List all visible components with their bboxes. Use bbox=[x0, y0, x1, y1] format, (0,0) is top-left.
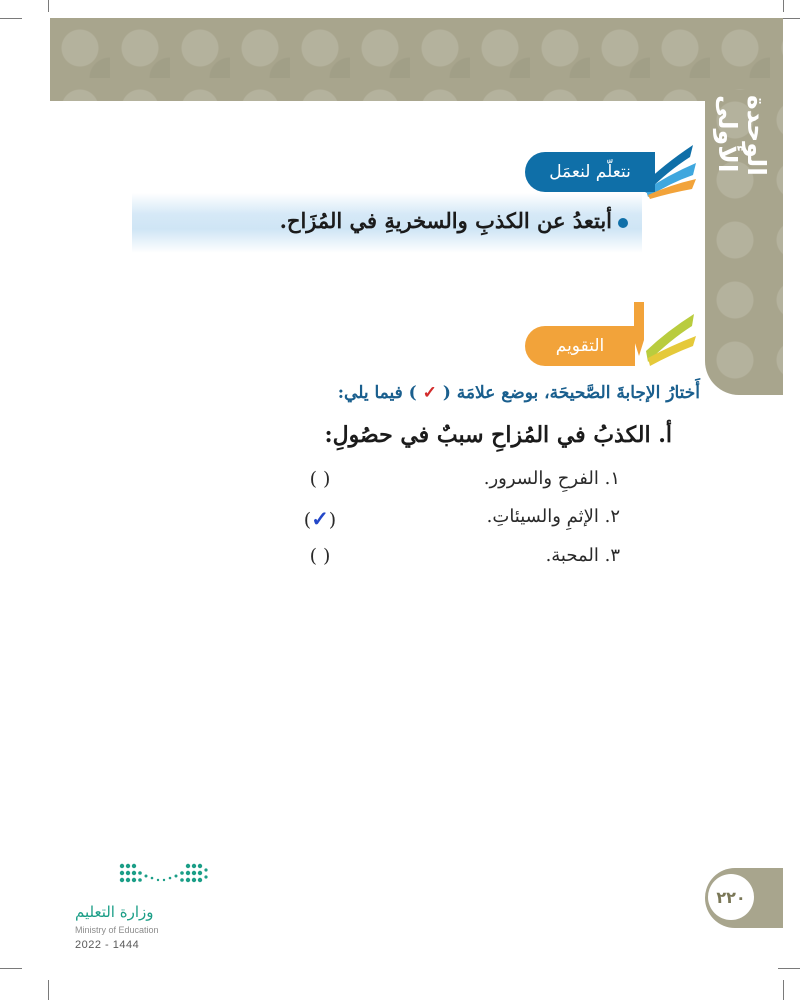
answer-box[interactable] bbox=[290, 506, 350, 531]
top-decorative-band bbox=[50, 18, 783, 101]
option-text: ١. الفرحِ والسرور. bbox=[483, 468, 620, 489]
answer-box[interactable]: ( ) bbox=[309, 545, 331, 567]
answer-box[interactable]: ( ) bbox=[309, 468, 331, 490]
crop-mark bbox=[778, 968, 800, 969]
page-number: ٢٢٠ bbox=[708, 874, 754, 920]
evaluation-instruction bbox=[200, 383, 700, 403]
option-row[interactable] bbox=[290, 506, 620, 540]
box-close: ) bbox=[328, 509, 337, 531]
option-row[interactable] bbox=[290, 545, 620, 579]
check-mark-icon: ✓ bbox=[311, 506, 329, 531]
crop-mark bbox=[48, 980, 49, 1000]
learn-statement bbox=[150, 208, 628, 233]
ministry-logo-icon bbox=[118, 862, 210, 892]
instruction-suffix: ) فيما يلي: bbox=[337, 383, 417, 403]
crop-mark bbox=[48, 0, 49, 12]
evaluation-section-label: التقويم bbox=[525, 326, 635, 366]
ministry-name-english: Ministry of Education bbox=[75, 925, 159, 935]
question-a: أ. الكذبُ في المُزاحِ سببٌ في حصُولِ: bbox=[324, 422, 672, 448]
option-text: ٢. الإثمِ والسيئاتِ. bbox=[486, 506, 620, 527]
crop-mark bbox=[0, 968, 22, 969]
learn-statement-text: أبتعدُ عن الكذبِ والسخريةِ في المُزَاح. bbox=[279, 208, 612, 233]
crop-mark bbox=[783, 0, 784, 12]
crop-mark bbox=[0, 18, 22, 19]
box-open: ( bbox=[303, 509, 312, 531]
unit-title: الوحدة الأولى bbox=[713, 95, 771, 176]
instruction-prefix: أَختارُ الإجابةَ الصَّحيحَة، بوضع علامَة ( bbox=[442, 383, 700, 403]
learn-section-label: نتعلّم لنعمَل bbox=[525, 152, 655, 192]
bullet-icon bbox=[618, 218, 628, 228]
crop-mark bbox=[783, 980, 784, 1000]
option-row[interactable] bbox=[290, 468, 620, 502]
ministry-year: 2022 - 1444 bbox=[75, 939, 140, 951]
option-text: ٣. المحبة. bbox=[545, 545, 620, 566]
ministry-name-arabic: وزارة التعليم bbox=[75, 903, 154, 921]
check-mark-icon: ✓ bbox=[422, 383, 437, 403]
